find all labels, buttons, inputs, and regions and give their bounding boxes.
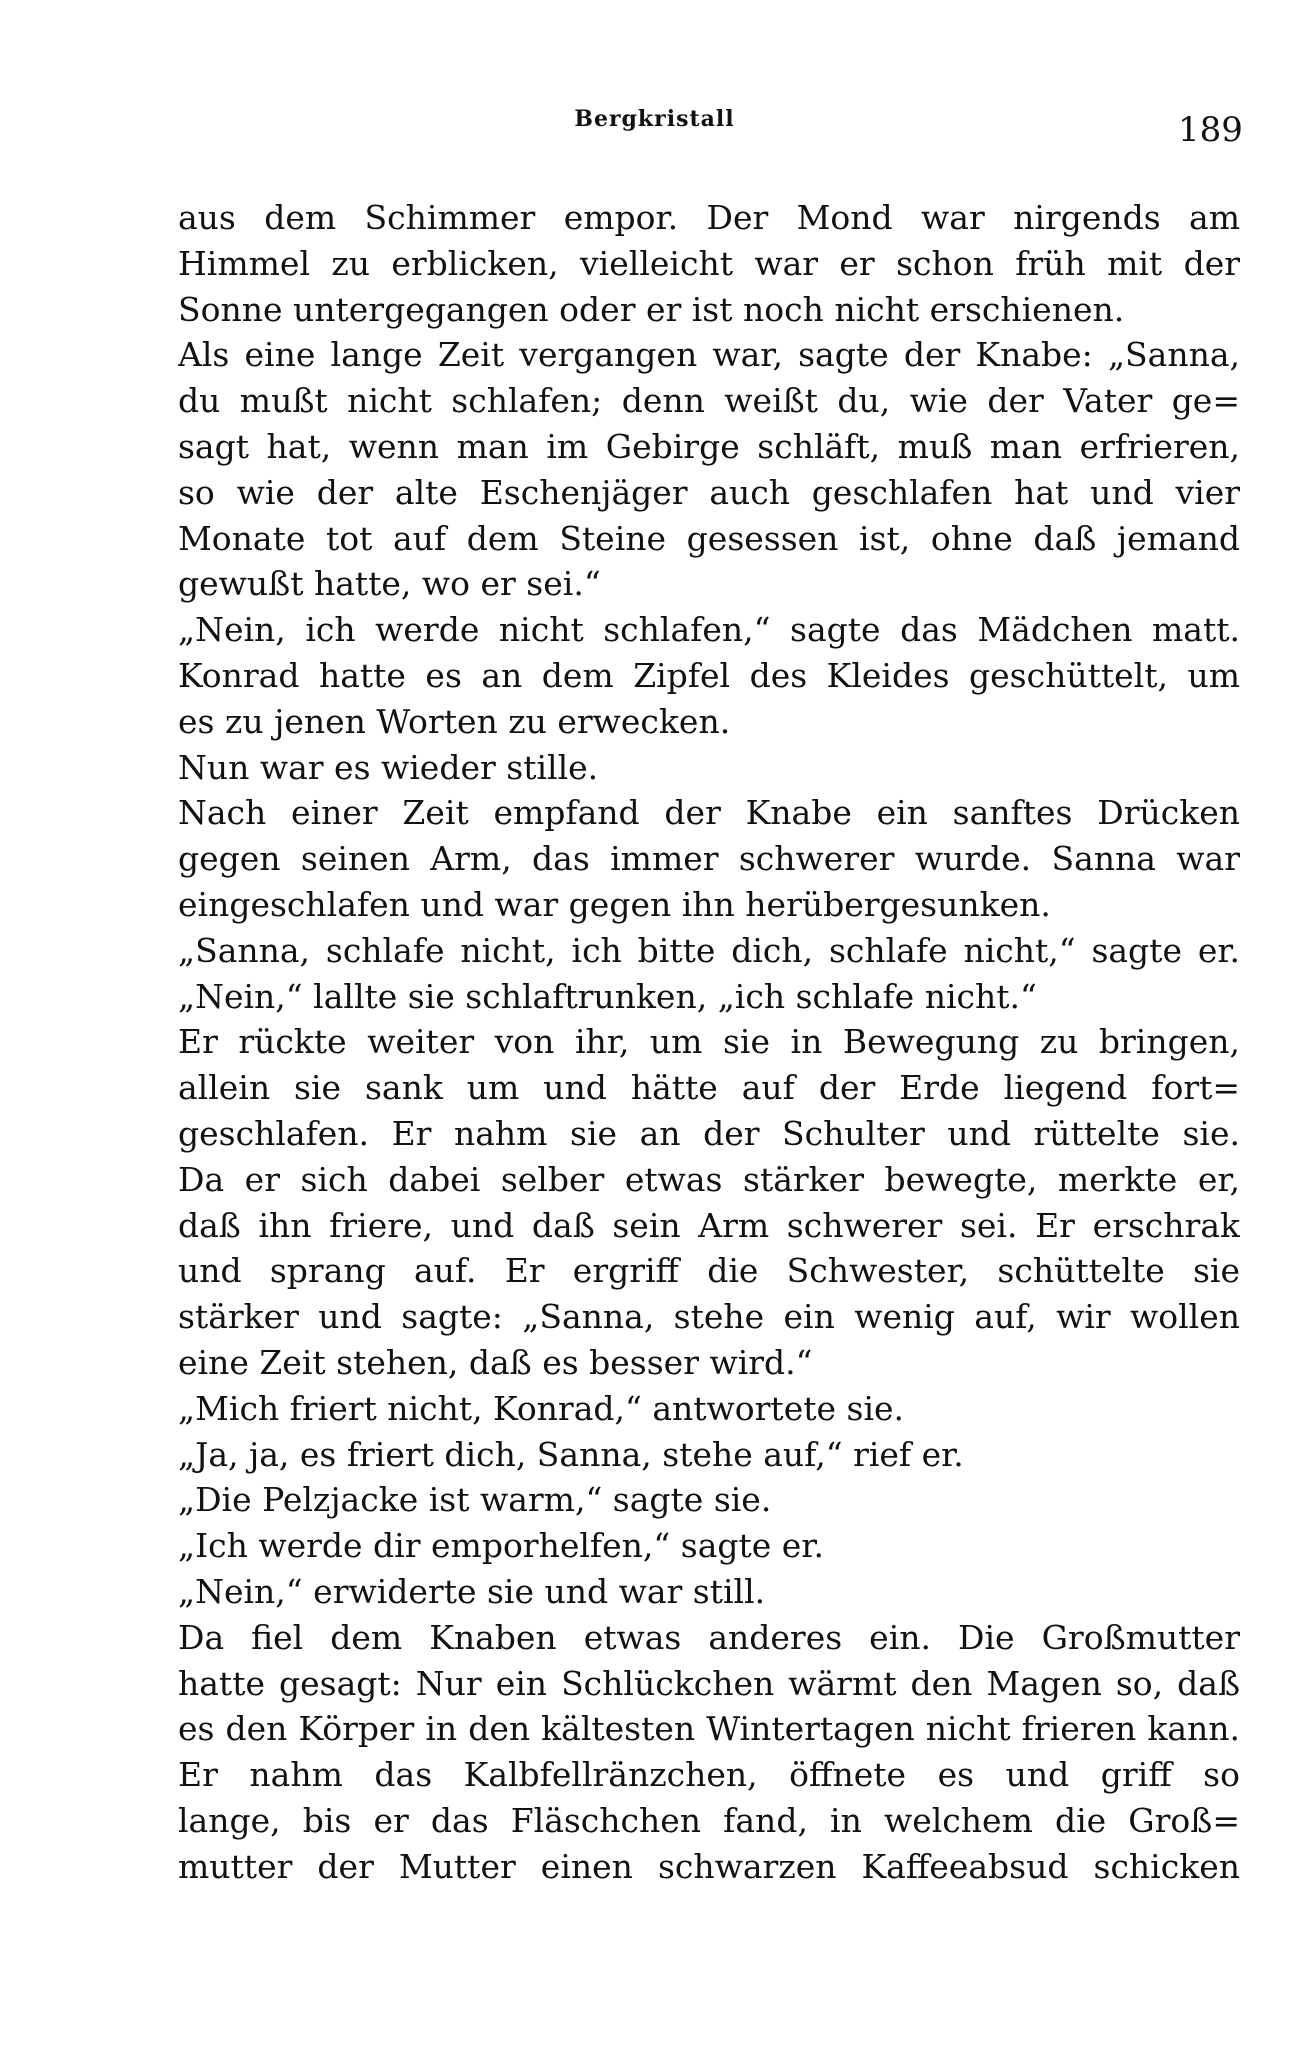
text-line: Himmel zu erblicken, vielleicht war er schon früh mit der xyxy=(178,243,1240,283)
text-line: Nun war es wieder stille. xyxy=(178,747,599,787)
text-line: Nach einer Zeit empfand der Knabe ein sanftes Drücken xyxy=(178,793,1240,833)
text-line: „Nein,“ lallte sie schlaftrunken, „ich schlafe nicht.“ xyxy=(178,976,1037,1016)
text-line: Monate tot auf dem Steine gesessen ist, ohne daß jemand xyxy=(178,518,1240,558)
text-line: du mußt nicht schlafen; denn weißt du, wie der Vater ge= xyxy=(178,381,1240,421)
body-text xyxy=(178,195,1240,1889)
text-line: Als eine lange Zeit vergangen war, sagte der Knabe: „Sanna, xyxy=(178,335,1240,375)
text-line: allein sie sank um und hätte auf der Erde liegend fort= xyxy=(178,1068,1240,1108)
text-line: gegen seinen Arm, das immer schwerer wurde. Sanna war xyxy=(178,839,1240,879)
text-line: sagt hat, wenn man im Gebirge schläft, muß man erfrieren, xyxy=(178,426,1240,466)
text-line: Er nahm das Kalbfellränzchen, öffnete es und griff so xyxy=(178,1755,1240,1795)
text-line: „Mich friert nicht, Konrad,“ antwortete sie. xyxy=(178,1388,905,1428)
text-line: „Sanna, schlafe nicht, ich bitte dich, schlafe nicht,“ sagte er. xyxy=(178,930,1240,970)
text-line: daß ihn friere, und daß sein Arm schwerer sei. Er erschrak xyxy=(178,1205,1240,1245)
text-line: eingeschlafen und war gegen ihn herübergesunken. xyxy=(178,884,1051,924)
text-line: „Die Pelzjacke ist warm,“ sagte sie. xyxy=(178,1480,772,1520)
text-line: eine Zeit stehen, daß es besser wird.“ xyxy=(178,1342,813,1382)
running-title: Bergkristall xyxy=(574,106,735,132)
text-line: mutter der Mutter einen schwarzen Kaffeeabsud schicken xyxy=(178,1846,1240,1886)
text-line: lange, bis er das Fläschchen fand, in welchem die Groß= xyxy=(178,1800,1240,1840)
text-line: es den Körper in den kältesten Wintertagen nicht frieren kann. xyxy=(178,1709,1240,1749)
text-line: Da fiel dem Knaben etwas anderes ein. Die Großmutter xyxy=(178,1617,1240,1657)
text-line: Sonne untergegangen oder er ist noch nicht erschienen. xyxy=(178,289,1125,329)
text-line: „Ich werde dir emporhelfen,“ sagte er. xyxy=(178,1526,824,1566)
text-line: hatte gesagt: Nur ein Schlückchen wärmt den Magen so, daß xyxy=(178,1663,1240,1703)
text-line: stärker und sagte: „Sanna, stehe ein wenig auf, wir wollen xyxy=(178,1297,1240,1337)
text-line: Er rückte weiter von ihr, um sie in Bewegung zu bringen, xyxy=(178,1022,1240,1062)
text-line: aus dem Schimmer empor. Der Mond war nirgends am xyxy=(178,198,1240,237)
text-line: gewußt hatte, wo er sei.“ xyxy=(178,564,601,604)
text-line: geschlafen. Er nahm sie an der Schulter und rüttelte sie. xyxy=(178,1113,1240,1153)
text-line: Konrad hatte es an dem Zipfel des Kleides geschüttelt, um xyxy=(178,655,1240,695)
text-line: Da er sich dabei selber etwas stärker bewegte, merkte er, xyxy=(178,1159,1240,1199)
text-line: so wie der alte Eschenjäger auch geschlafen hat und vier xyxy=(178,472,1240,512)
text-line: „Nein,“ erwiderte sie und war still. xyxy=(178,1571,766,1611)
text-line: „Ja, ja, es friert dich, Sanna, stehe auf,“ rief er. xyxy=(178,1434,964,1474)
text-line: es zu jenen Worten zu erwecken. xyxy=(178,701,731,741)
text-line: „Nein, ich werde nicht schlafen,“ sagte das Mädchen matt. xyxy=(178,610,1240,650)
page-number: 189 xyxy=(1178,110,1243,150)
text-line: und sprang auf. Er ergriff die Schwester, schüttelte sie xyxy=(178,1251,1240,1291)
